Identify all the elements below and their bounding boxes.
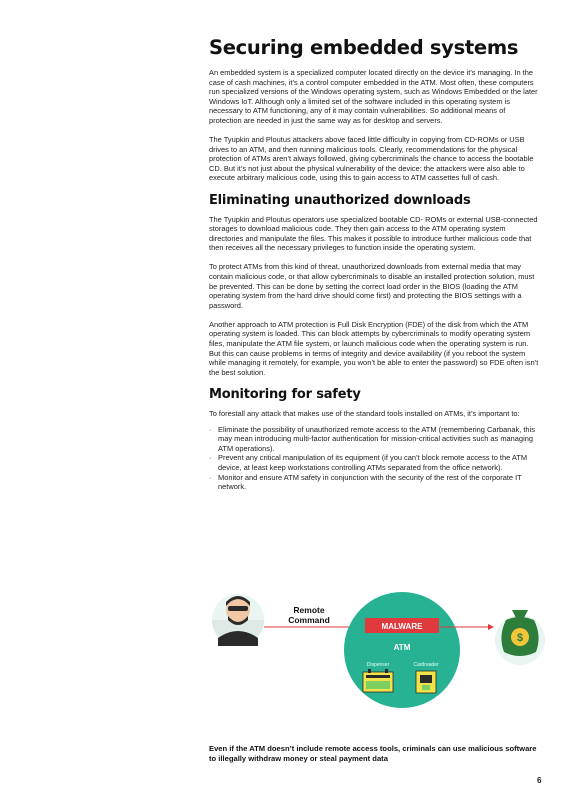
- money-bag-icon: [495, 610, 545, 665]
- arrow-head-icon: [488, 624, 494, 630]
- section-heading-monitoring: Monitoring for safety: [209, 386, 361, 402]
- list-item: · Monitor and ensure ATM safety in conjunction with the security of the rest of the corporate IT network.: [209, 473, 539, 492]
- downloads-paragraph-2: To protect ATMs from this kind of threat, unauthorized downloads from external media that may contain malicious code, or that allow cybercriminals to disable an installed protection solution, must be prevented. This can be done by setting the correct load order in the BIOS (loading the ATM operating system from the hard drive should come first) and protecting the BIOS settings with a password.: [209, 262, 535, 310]
- atm-attack-diagram: [206, 580, 546, 720]
- list-item: · Prevent any critical manipulation of its equipment (if you can’t block remote access to the ATM device, at least keep workstations controlling ATMs separated from the office network).: [209, 453, 539, 472]
- section-heading-downloads: Eliminating unauthorized downloads: [209, 192, 471, 208]
- list-item: · Eliminate the possibility of unauthorized remote access to the ATM (remembering Carbanak, this may mean introducing multi-factor authentication for mission-critical activities such as managing ATM operations).: [209, 425, 539, 454]
- malware-label: MALWARE: [381, 622, 423, 631]
- hacker-avatar-icon: [212, 594, 264, 646]
- monitoring-list: [209, 425, 539, 492]
- dispenser-icon: [363, 669, 393, 692]
- article-body: [209, 36, 539, 492]
- page-title: Securing embedded systems: [209, 36, 519, 59]
- dispenser-label: Dispenser: [366, 662, 390, 668]
- intro-paragraph-1: An embedded system is a specialized computer located directly on the device it’s managing. In the case of cash machines, it’s a control computer embedded in the ATM. Most often, these computers run specialized versions of the Windows operating system, such as Windows Embedded or the later Windows IoT. Although only a limited set of the software included in this operating system is necessary to ATM functioning, any of it may contain vulnerabilities. So additional means of protection are needed in just the same way as for desktop and servers.: [209, 68, 538, 125]
- cardreader-icon: [416, 671, 436, 693]
- diagram-caption: Even if the ATM doesn’t include remote access tools, criminals can use malicious software to illegally withdraw money or steal payment data: [209, 744, 537, 763]
- cardreader-label: Cardreader: [413, 662, 439, 668]
- remote-command-label-1: Remote: [293, 605, 325, 615]
- remote-command-label-2: Command: [288, 615, 330, 625]
- downloads-paragraph-1: The Tyupkin and Ploutus operators use specialized bootable CD- ROMs or external USB-connected storages to download malicious code. They then gain access to the ATM operating system directories and manipulate the files. This makes it possible to introduce further malicious code that then receives all the necessary privileges to function inside the operating system.: [209, 214, 538, 253]
- page-number: 6: [537, 776, 542, 785]
- downloads-paragraph-3: Another approach to ATM protection is Full Disk Encryption (FDE) of the disk from which the ATM operating system is loaded. This can block attempts by cybercriminals to modify operating system files, manipulate the ATM file system, or launch malicious code when the operating system is run. But this can cause problems in terms of integrity and device availability (if you reboot the system while managing it remotely, for example, you won’t be able to enter the password) so FDE often isn’t the best solution.: [209, 319, 539, 377]
- intro-paragraph-2: The Tyupkin and Ploutus attackers above faced little difficulty in copying from CD-ROMs or USB drives to an ATM, and then running malicious tools. Clearly, recommendations for the physical protection of ATMs aren’t always followed, giving cybercriminals the chance to access the bootable CD. But it’s not just about the physical vulnerability of the device: the attackers were also able to execute arbitrary malicious code, using this to gain access to ATM cassettes full of cash.: [209, 135, 534, 183]
- monitoring-intro: To forestall any attack that makes use of the standard tools installed on ATMs, it’s important to:: [209, 408, 520, 418]
- atm-label: ATM: [393, 643, 411, 652]
- dollar-symbol: $: [516, 632, 524, 644]
